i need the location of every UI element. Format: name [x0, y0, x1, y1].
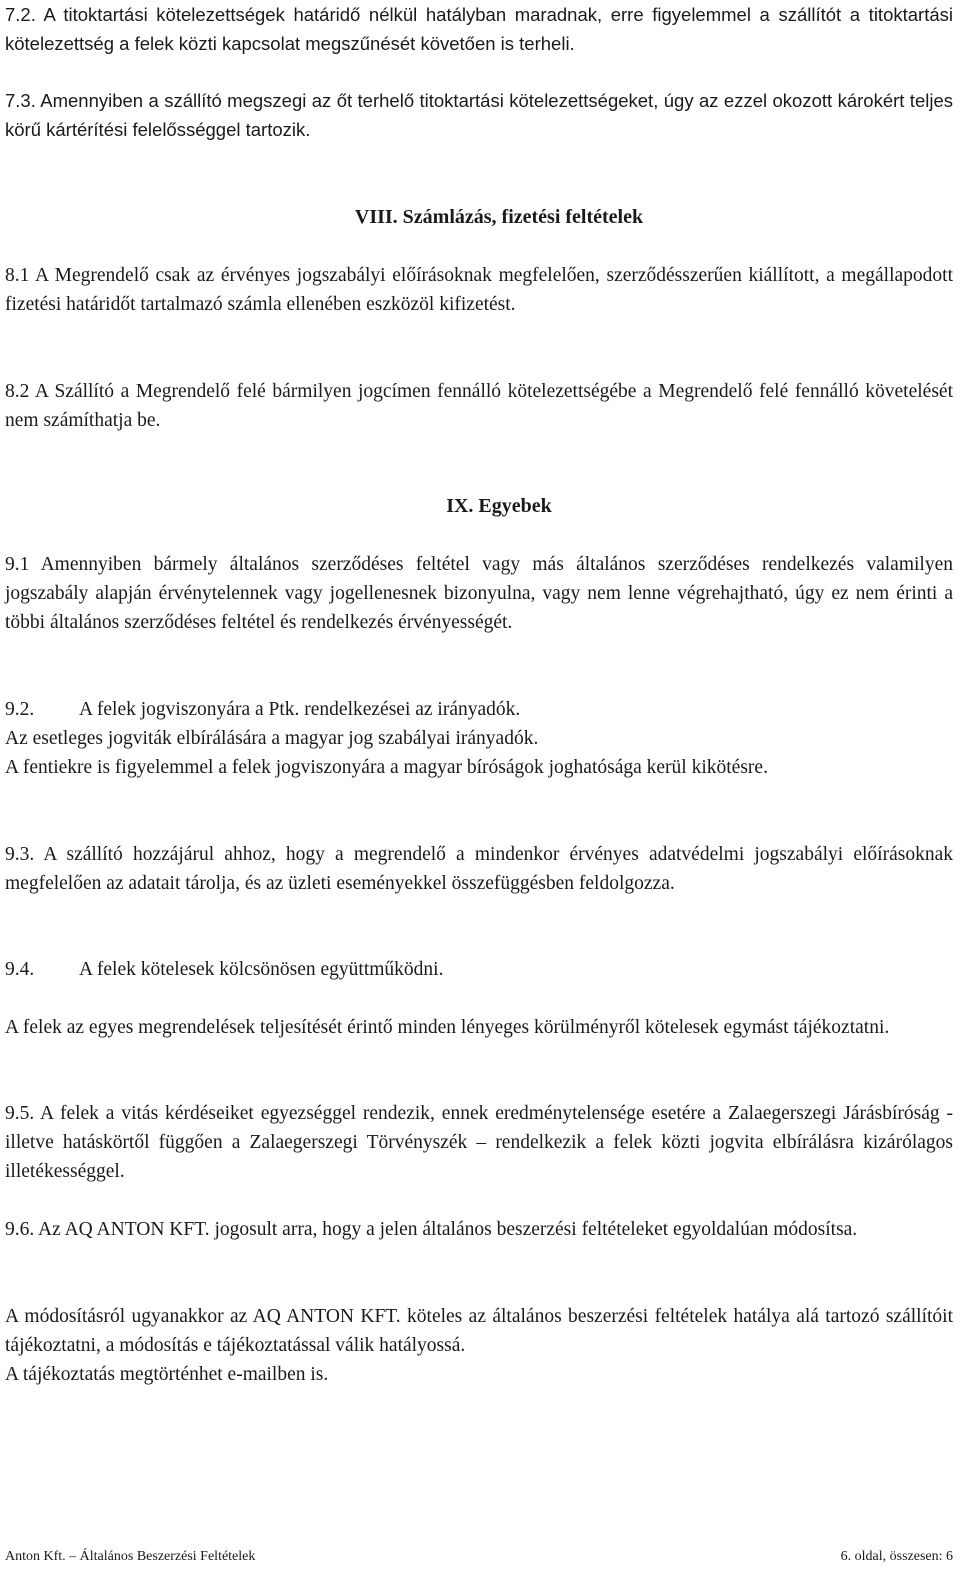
section-heading-ix: IX. Egyebek — [446, 495, 552, 517]
paragraph-8-1: 8.1 A Megrendelő csak az érvényes jogszabályi előírásoknak megfelelően, szerződésszerűen kiállított, a megállapodott fizetési határidőt tartalmazó számla ellenében eszközöl kifizetést. — [5, 265, 953, 315]
paragraph-8-2: 8.2 A Szállító a Megrendelő felé bármilyen jogcímen fennálló kötelezettségébe a Megrendelő felé fennálló követelését nem számíthatja be. — [5, 381, 953, 431]
section-heading-viii: VIII. Számlázás, fizetési feltételek — [354, 206, 644, 228]
paragraph-9-4-line — [5, 955, 953, 984]
paragraph-9-2-line-1 — [5, 695, 953, 724]
paragraph-9-3: 9.3. A szállító hozzájárul ahhoz, hogy a megrendelő a mindenkor érvényes adatvédelmi jogszabályi előírásoknak megfelelően az adatait tárolja, és az üzleti eseményekkel összefüggésben feldolgozza. — [5, 844, 953, 894]
paragraph-7-2: 7.2. A titoktartási kötelezettségek határidő nélkül hatályban maradnak, erre figyelemmel a szállítót a titoktartási kötelezettség a felek közti kapcsolat megszűnését követően is terheli. — [5, 4, 953, 54]
paragraph-9-2-text: A felek jogviszonyára a Ptk. rendelkezései az irányadók. — [79, 699, 521, 720]
paragraph-9-1: 9.1 Amennyiben bármely általános szerződéses feltétel vagy más általános szerződéses rendelkezés valamilyen jogszabály alapján érvénytelennek vagy jogellenesnek bizonyulna, vagy nem lenne végrehajtható, úgy ez nem érinti a többi általános szerződéses feltétel és rendelkezés érvényességét. — [5, 554, 953, 633]
paragraph-9-6-detail: A módosításról ugyanakkor az AQ ANTON KFT. köteles az általános beszerzési feltételek hatálya alá tartozó szállítóit tájékoztatni, a módosítás e tájékoztatással válik hatályossá. — [5, 1306, 953, 1356]
paragraph-9-2-number: 9.2. — [5, 699, 35, 720]
paragraph-9-6-email: A tájékoztatás megtörténhet e-mailben is. — [5, 1364, 329, 1385]
footer-document-title: Anton Kft. – Általános Beszerzési Feltételek — [5, 1549, 256, 1564]
paragraph-9-2-line-2: Az esetleges jogviták elbírálására a magyar jog szabályai irányadók. — [5, 728, 539, 749]
paragraph-9-6: 9.6. Az AQ ANTON KFT. jogosult arra, hogy a jelen általános beszerzési feltételeket egyoldalúan módosítsa. — [5, 1219, 858, 1240]
paragraph-9-4-number: 9.4. — [5, 959, 35, 980]
paragraph-9-4-detail: A felek az egyes megrendelések teljesítését érintő minden lényeges körülményről kötelesek egymást tájékoztatni. — [5, 1017, 890, 1038]
footer-page-number: 6. oldal, összesen: 6 — [840, 1549, 953, 1564]
paragraph-9-5: 9.5. A felek a vitás kérdéseiket egyezséggel rendezik, ennek eredménytelensége esetére a Zalaegerszegi Járásbíróság - illetve hatáskörtől függően a Zalaegerszegi Törvényszék – rendelkezik a felek közti jogvita elbírálásra kizárólagos illetékességgel. — [5, 1103, 953, 1182]
paragraph-7-3: 7.3. Amennyiben a szállító megszegi az őt terhelő titoktartási kötelezettségeket, úgy az ezzel okozott károkért teljes körű kártérítési felelősséggel tartozik. — [5, 90, 953, 140]
paragraph-9-2-line-3: A fentiekre is figyelemmel a felek jogviszonyára a magyar bíróságok joghatósága kerül kikötésre. — [5, 757, 768, 778]
paragraph-9-4-text: A felek kötelesek kölcsönösen együttműködni. — [79, 959, 444, 980]
